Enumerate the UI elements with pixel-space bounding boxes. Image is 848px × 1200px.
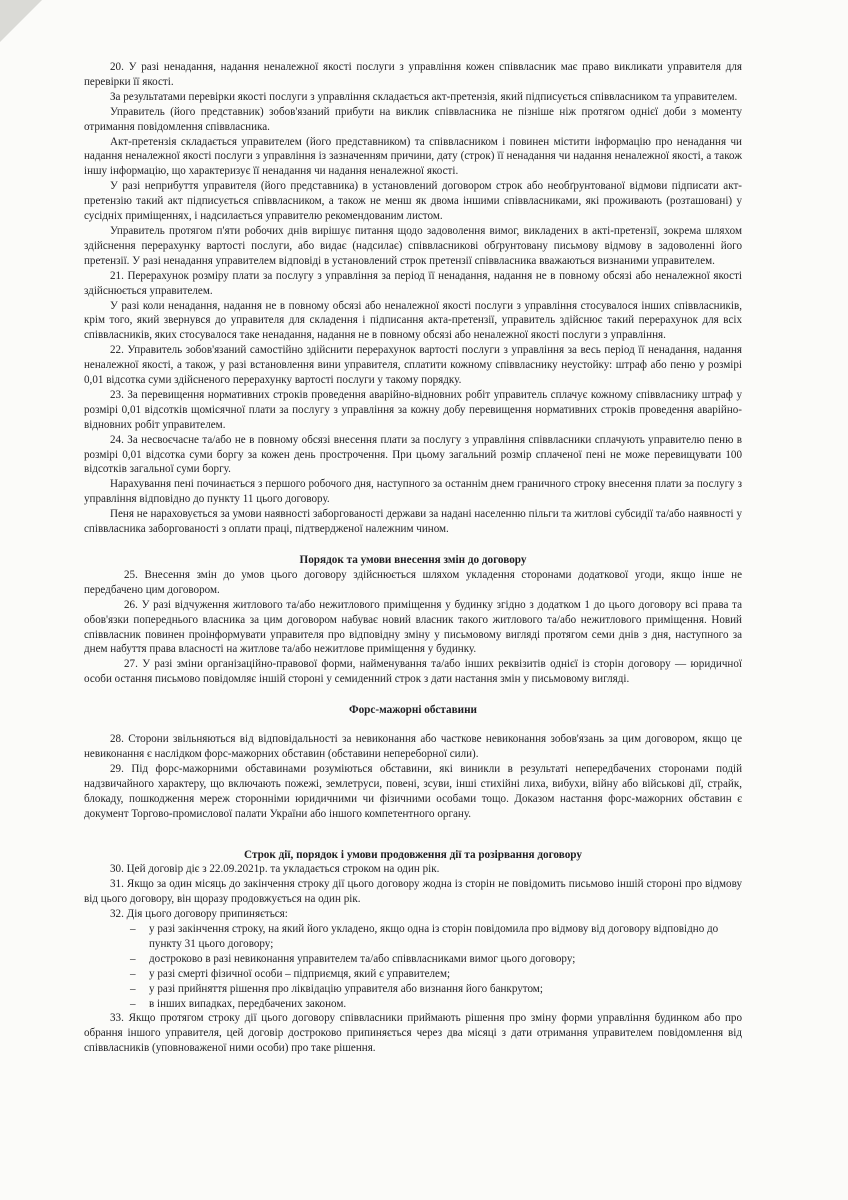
- paragraph-32: 32. Дія цього договору припиняється:: [110, 908, 288, 921]
- paragraph-31: 31. Якщо за один місяць до закінчення строку дії цього договору жодна із сторін не повідомить письмово іншій стороні про відмову від цього договору, він щоразу продовжується на один рік.: [84, 878, 742, 906]
- list-item: – в інших випадках, передбачених законом.: [84, 997, 742, 1012]
- paragraph-23: 23. За перевищення нормативних строків проведення аварійно-відновних робіт управитель сплачує кожному співвласнику штраф у розмірі 0,01 відсотків щомісячної плати за послугу з управління за кожну добу перевищення нормативних строків проведення аварійно-відновних робіт управителем.: [84, 388, 742, 431]
- paragraph-24-accrual: Нарахування пені починається з першого робочого дня, наступного за останнім днем граничного строку внесення плати за послугу з управління відповідно до пункту 11 цього договору.: [84, 478, 742, 506]
- paragraph-25: 25. Внесення змін до умов цього договору здійснюється шляхом укладення сторонами додаткової угоди, якщо інше не передбачено цим договором.: [84, 568, 742, 596]
- paragraph-20-arrival: Управитель (його представник) зобов'язаний прибути на виклик співвласника не пізніше ніж протягом однієї доби з моменту отримання повідомлення співвласника.: [84, 105, 742, 133]
- list-item: – у разі смерті фізичної особи – підприємця, який є управителем;: [84, 967, 742, 982]
- section-heading-amendments: Порядок та умови внесення змін до договору: [299, 554, 527, 566]
- list-item: – достроково в разі невиконання управителем та/або співвласниками вимог цього договору;: [84, 952, 742, 967]
- termination-list: [84, 922, 742, 1011]
- paragraph-30: 30. Цей договір діє з 22.09.2021р. та укладається строком на один рік.: [110, 863, 440, 876]
- paragraph-27: 27. У разі зміни організаційно-правової форми, найменування та/або інших реквізитів однієї із сторін договору — юридичної особи остання письмово повідомляє іншій стороні у семиденний строк з дати настання змін у письмовому вигляді.: [84, 658, 742, 686]
- scan-corner-shadow: [0, 0, 42, 42]
- section-heading-term: Строк дії, порядок і умови продовження дії та розірвання договору: [244, 848, 582, 861]
- paragraph-29: 29. Під форс-мажорними обставинами розуміються обставини, які виникли в результаті непередбачених сторонами подій надзвичайного характеру, що включають пожежі, землетруси, повені, зсуви, інші стихійні лиха, вибухи, війну або військові дії, страйк, блокаду, пошкодження мереж сторонніми юридичними чи фізичними особами тощо. Доказом настання форс-мажорних обставин є документ Торгово-промислової палати України або іншого компетентного органу.: [84, 762, 742, 820]
- paragraph-20: 20. У разі ненадання, надання неналежної якості послуги з управління кожен співвласник має право викликати управителя для перевірки її якості.: [84, 61, 742, 88]
- paragraph-20-act-content: Акт-претензія складається управителем (його представником) та співвласником і повинен містити інформацію про ненадання чи надання неналежної якості послуги з управління із зазначенням причини, дату (строк) її ненадання чи надання неналежної якості, а також іншу інформацію, що характеризує її ненадання чи надання неналежної якості.: [84, 135, 742, 178]
- paragraph-24: 24. За несвоєчасне та/або не в повному обсязі внесення плати за послугу з управління співвласники сплачують управителю пеню в розмірі 0,01 відсотка суми боргу за кожен день прострочення. При цьому загальний розмір сплаченої пені не може перевищувати 100 відсотків загальної суми боргу.: [84, 433, 742, 476]
- paragraph-24-exemption: Пеня не нараховується за умови наявності заборгованості держави за надані населенню пільги та житлові субсидії та/або наявності у співвласника заборгованості з оплати праці, підтвердженої належним чином.: [84, 508, 742, 536]
- paragraph-21: 21. Перерахунок розміру плати за послугу з управління за період її ненадання, надання не в повному обсязі або неналежної якості здійснюється управителем.: [84, 269, 742, 297]
- paragraph-20-result: За результатами перевірки якості послуги з управління складається акт-претензія, який підписується співвласником та управителем.: [110, 90, 738, 103]
- paragraph-33: 33. Якщо протягом строку дії цього договору співвласники приймають рішення про зміну форми управління будинком або про обрання іншого управителя, цей договір достроково припиняється через два місяці з дати отримання управителем повідомлення від співвласників (уповноваженої ними особи) про таке рішення.: [84, 1012, 742, 1055]
- paragraph-26: 26. У разі відчуження житлового та/або нежитлового приміщення у будинку згідно з додатком 1 до цього договору всі права та обов'язки попереднього власника за цим договором набуває новий власник такого житлового та/або нежитлового приміщення. Новий співвласник повинен проінформувати управителя про відповідну зміну у письмовому вигляді протягом семи днів з дня, наступного за днем набуття права власності на житлове та/або нежитлове приміщення у будинку.: [84, 598, 742, 656]
- list-item: – у разі прийняття рішення про ліквідацію управителя або визнання його банкрутом;: [84, 982, 742, 997]
- paragraph-21-others: У разі коли ненадання, надання не в повному обсязі або неналежної якості послуги з управління стосувалося інших співвласників, крім того, який звернувся до управителя для складення і підписання акта-претензії, управитель здійснює такий перерахунок для всіх співвласників, яких стосувалося таке ненадання, надання не в повному обсязі або неналежної якості послуги з управління.: [84, 299, 742, 342]
- paragraph-20-decision: Управитель протягом п'яти робочих днів вирішує питання щодо задоволення вимог, викладених в акті-претензії, зокрема шляхом здійснення перерахунку вартості послуги, або видає (надсилає) співвласникові обґрунтовану письмову відмову в задоволенні його претензії. У разі ненадання управителем відповіді в установлений строк претензії співвласника вважаються визнаними управителем.: [84, 224, 742, 267]
- paragraph-22: 22. Управитель зобов'язаний самостійно здійснити перерахунок вартості послуги з управління за весь період її ненадання, надання неналежної якості, а також, у разі встановлення вини управителя, сплатити кожному співвласнику неустойку: штраф або пеню у розмірі 0,01 відсотка суми здійсненого перерахунку вартості послуги у такому порядку.: [84, 344, 742, 387]
- section-heading-force-majeure: Форс-мажорні обставини: [348, 704, 477, 717]
- document-body: [84, 60, 742, 1056]
- paragraph-20-no-arrival: У разі неприбуття управителя (його представника) в установлений договором строк або необґрунтованої відмови підписати акт-претензію такий акт підписується співвласником, а також не менш як двома іншими співвласниками, які проживають (розташовані) у сусідніх приміщеннях, і надсилається управителю рекомендованим листом.: [84, 180, 742, 223]
- paragraph-28: 28. Сторони звільняються від відповідальності за невиконання або часткове невиконання зобов'язань за цим договором, якщо це невиконання є наслідком форс-мажорних обставин (обставини непереборної сили).: [84, 733, 742, 760]
- list-item: – у разі закінчення строку, на який його укладено, якщо одна із сторін повідомила про відмову від договору відповідно до пункту 31 цього договору;: [84, 922, 742, 952]
